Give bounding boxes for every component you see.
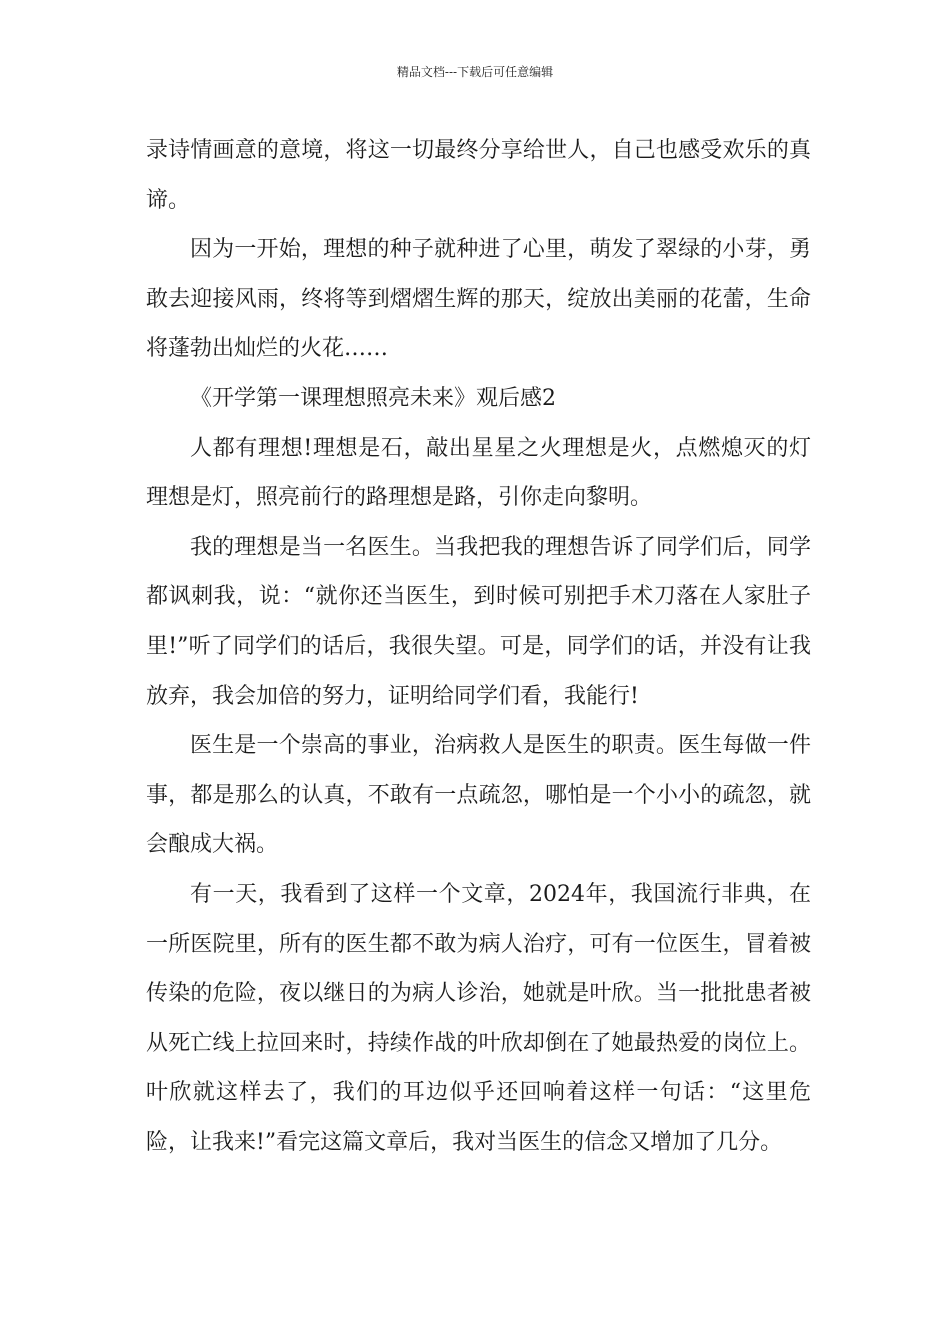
paragraph: 因为一开始，理想的种子就种进了心里，萌发了翠绿的小芽，勇敢去迎接风雨，终将等到熠熠生辉的那天，绽放出美丽的花蕾，生命将蓬勃出灿烂的火花…… <box>146 237 811 362</box>
document-body <box>146 126 811 1167</box>
paragraph: 有一天，我看到了这样一个文章，2024年，我国流行非典，在一所医院里，所有的医生都不敢为病人治疗，可有一位医生，冒着被传染的危险，夜以继日的为病人诊治，她就是叶欣。当一批批患者被从死亡线上拉回来时，持续作战的叶欣却倒在了她最热爱的岗位上。叶欣就这样去了，我们的耳边似乎还回响着这样一句话：“这里危险，让我来!”看完这篇文章后，我对当医生的信念又增加了几分。 <box>146 881 811 1155</box>
section-title: 《开学第一课理想照亮未来》观后感2 <box>190 385 556 411</box>
page-header: 精品文档---下载后可任意编辑 <box>396 65 554 79</box>
paragraph-continuation: 录诗情画意的意境，将这一切最终分享给世人，自己也感受欢乐的真谛。 <box>146 138 811 213</box>
paragraph: 人都有理想!理想是石，敲出星星之火理想是火，点燃熄灭的灯理想是灯，照亮前行的路理想是路，引你走向黎明。 <box>146 435 811 511</box>
paragraph: 我的理想是当一名医生。当我把我的理想告诉了同学们后，同学都讽刺我，说：“就你还当医生，到时候可别把手术刀落在人家肚子里!”听了同学们的话后，我很失望。可是，同学们的话，并没有让我放弃，我会加倍的努力，证明给同学们看，我能行! <box>146 534 811 709</box>
paragraph: 医生是一个崇高的事业，治病救人是医生的职责。医生每做一件事，都是那么的认真，不敢有一点疏忽，哪怕是一个小小的疏忽，就会酿成大祸。 <box>146 733 811 858</box>
